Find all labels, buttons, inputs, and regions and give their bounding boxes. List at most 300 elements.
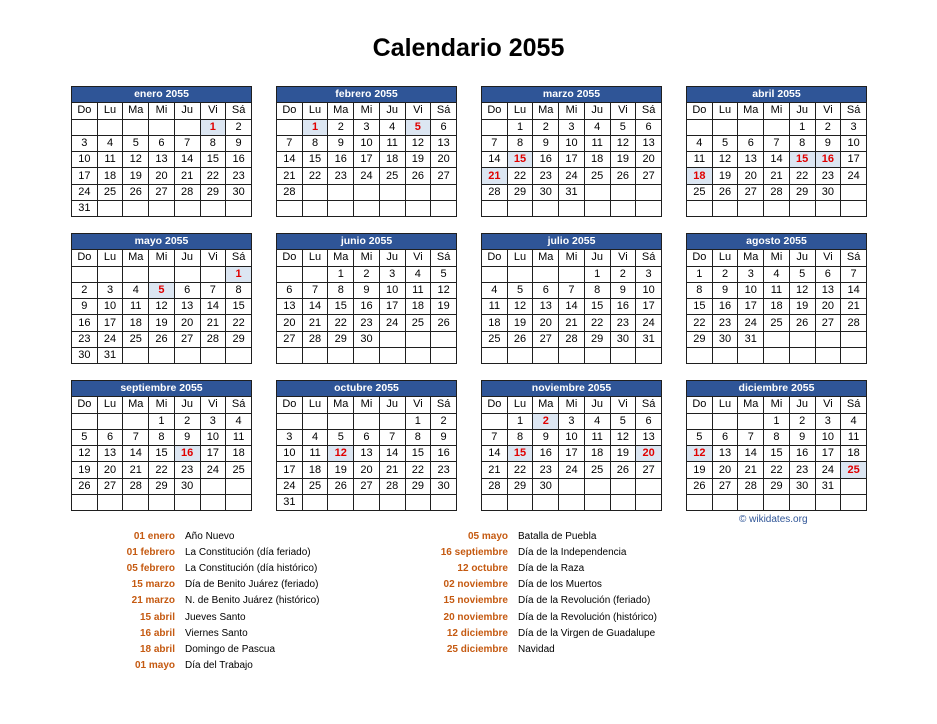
- day-cell: 7: [174, 135, 200, 151]
- holiday-name: Navidad: [518, 643, 555, 655]
- day-cell: [841, 184, 867, 200]
- day-cell: [533, 266, 559, 282]
- day-cell: 13: [533, 299, 559, 315]
- day-cell: [277, 266, 303, 282]
- holiday-date: 01 mayo: [134, 660, 175, 672]
- day-cell: [405, 348, 431, 364]
- weekday-header: Vi: [405, 397, 431, 413]
- holiday-row: [420, 577, 657, 593]
- day-cell: 6: [431, 119, 457, 135]
- day-cell: [764, 331, 790, 347]
- day-cell: [302, 413, 328, 429]
- day-cell: [200, 201, 226, 217]
- day-cell: [507, 348, 533, 364]
- day-cell: 22: [764, 462, 790, 478]
- day-cell: 10: [200, 429, 226, 445]
- day-cell: 8: [687, 282, 713, 298]
- weekday-header: Ju: [174, 397, 200, 413]
- day-cell: [610, 348, 636, 364]
- day-cell: [72, 413, 98, 429]
- week-row: [687, 119, 867, 135]
- day-cell: [482, 266, 508, 282]
- day-cell: 25: [379, 168, 405, 184]
- weekday-header: Ju: [379, 397, 405, 413]
- holiday-date: 25 diciembre: [446, 643, 508, 655]
- month-calendar: [71, 233, 252, 364]
- day-cell: [328, 495, 354, 511]
- day-cell: 9: [815, 135, 841, 151]
- day-cell: 31: [815, 478, 841, 494]
- day-cell: 21: [302, 315, 328, 331]
- day-cell: 22: [507, 168, 533, 184]
- day-cell: [354, 184, 380, 200]
- day-cell: 9: [354, 282, 380, 298]
- page-title: Calendario 2055: [372, 34, 565, 62]
- weekday-header: Ju: [584, 103, 610, 119]
- day-cell: 22: [789, 168, 815, 184]
- day-cell: 12: [712, 152, 738, 168]
- month-calendar: [686, 380, 867, 511]
- weekday-header: Vi: [200, 397, 226, 413]
- day-cell: 14: [123, 446, 149, 462]
- day-cell: 7: [482, 429, 508, 445]
- weekday-header: Vi: [405, 103, 431, 119]
- week-row: [687, 168, 867, 184]
- day-cell: 11: [302, 446, 328, 462]
- day-cell: [584, 495, 610, 511]
- day-cell: 1: [789, 119, 815, 135]
- day-cell: 26: [610, 168, 636, 184]
- day-cell: 30: [174, 478, 200, 494]
- day-cell: 8: [584, 282, 610, 298]
- day-cell: 21: [482, 168, 508, 184]
- day-cell: 19: [431, 299, 457, 315]
- day-cell: 21: [379, 462, 405, 478]
- day-cell: 1: [507, 413, 533, 429]
- day-cell: 10: [841, 135, 867, 151]
- weekday-header: Lu: [302, 103, 328, 119]
- day-cell: 12: [123, 152, 149, 168]
- weekday-header: Ma: [738, 103, 764, 119]
- day-cell: 25: [97, 184, 123, 200]
- holiday-date: 12 diciembre: [446, 627, 508, 639]
- day-cell: 1: [226, 266, 252, 282]
- day-cell: 26: [687, 478, 713, 494]
- holiday-name: Día de la Revolución (histórico): [518, 611, 657, 623]
- day-cell: [302, 495, 328, 511]
- day-cell: 6: [815, 266, 841, 282]
- holiday-name: Día de la Revolución (feriado): [518, 595, 651, 607]
- day-cell: 11: [405, 282, 431, 298]
- day-cell: 15: [687, 299, 713, 315]
- month-title: febrero 2055: [277, 87, 457, 103]
- weekday-header: Lu: [712, 103, 738, 119]
- weekday-header: Ju: [584, 397, 610, 413]
- day-cell: 4: [841, 413, 867, 429]
- day-cell: 13: [636, 135, 662, 151]
- day-cell: [687, 495, 713, 511]
- day-cell: [559, 478, 585, 494]
- day-cell: 10: [97, 299, 123, 315]
- day-cell: 30: [712, 331, 738, 347]
- month-calendar: [686, 86, 867, 217]
- day-cell: 27: [815, 315, 841, 331]
- day-cell: 24: [72, 184, 98, 200]
- week-row: [482, 315, 662, 331]
- day-cell: [200, 495, 226, 511]
- day-cell: 24: [636, 315, 662, 331]
- weekday-header: Ju: [379, 103, 405, 119]
- day-cell: 18: [584, 152, 610, 168]
- holiday-row: [85, 577, 320, 593]
- day-cell: [149, 201, 175, 217]
- day-cell: 10: [815, 429, 841, 445]
- day-cell: 5: [72, 429, 98, 445]
- day-cell: 25: [482, 331, 508, 347]
- day-cell: 15: [507, 152, 533, 168]
- holiday-name: Día de la Virgen de Guadalupe: [518, 627, 656, 639]
- day-cell: 11: [584, 135, 610, 151]
- day-cell: 13: [174, 299, 200, 315]
- day-cell: [354, 348, 380, 364]
- day-cell: 22: [584, 315, 610, 331]
- day-cell: 1: [302, 119, 328, 135]
- credit-link[interactable]: © wikidates.org: [739, 514, 808, 525]
- day-cell: 20: [431, 152, 457, 168]
- week-row: [72, 299, 252, 315]
- day-cell: 6: [636, 413, 662, 429]
- holiday-name: Batalla de Puebla: [518, 530, 597, 542]
- day-cell: 19: [149, 315, 175, 331]
- weekday-header: Lu: [97, 250, 123, 266]
- day-cell: 27: [712, 478, 738, 494]
- week-row: [277, 168, 457, 184]
- day-cell: 15: [328, 299, 354, 315]
- day-cell: 16: [789, 446, 815, 462]
- holiday-row: [420, 528, 657, 544]
- day-cell: 18: [226, 446, 252, 462]
- week-row: [687, 282, 867, 298]
- day-cell: 25: [123, 331, 149, 347]
- day-cell: 20: [815, 299, 841, 315]
- day-cell: 22: [200, 168, 226, 184]
- day-cell: 27: [97, 478, 123, 494]
- day-cell: 11: [379, 135, 405, 151]
- weekday-header: Ma: [738, 250, 764, 266]
- day-cell: 2: [72, 282, 98, 298]
- day-cell: 23: [431, 462, 457, 478]
- week-row: [482, 348, 662, 364]
- weekday-header: Mi: [764, 397, 790, 413]
- week-row: [277, 478, 457, 494]
- day-cell: 14: [379, 446, 405, 462]
- day-cell: 4: [379, 119, 405, 135]
- day-cell: 26: [72, 478, 98, 494]
- day-cell: 7: [123, 429, 149, 445]
- weekday-header: Lu: [712, 397, 738, 413]
- day-cell: 10: [738, 282, 764, 298]
- holiday-date: 01 enero: [133, 530, 175, 542]
- weekday-header: Do: [687, 103, 713, 119]
- day-cell: [559, 495, 585, 511]
- day-cell: [712, 413, 738, 429]
- day-cell: [354, 201, 380, 217]
- holiday-row: [420, 609, 657, 625]
- day-cell: [712, 348, 738, 364]
- day-cell: 28: [174, 184, 200, 200]
- weekday-header: Mi: [354, 103, 380, 119]
- weekday-header: Ju: [789, 397, 815, 413]
- weekday-header: Lu: [712, 250, 738, 266]
- day-cell: 24: [841, 168, 867, 184]
- day-cell: 24: [200, 462, 226, 478]
- week-row: [687, 331, 867, 347]
- day-cell: 3: [277, 429, 303, 445]
- day-cell: 23: [354, 315, 380, 331]
- day-cell: [610, 495, 636, 511]
- day-cell: [72, 119, 98, 135]
- week-row: [482, 135, 662, 151]
- week-row: [72, 282, 252, 298]
- day-cell: 8: [405, 429, 431, 445]
- day-cell: [482, 413, 508, 429]
- day-cell: 20: [738, 168, 764, 184]
- day-cell: 19: [405, 152, 431, 168]
- weekday-header: Ma: [328, 103, 354, 119]
- day-cell: 5: [328, 429, 354, 445]
- holiday-row: [85, 560, 320, 576]
- day-cell: [533, 348, 559, 364]
- day-cell: 6: [354, 429, 380, 445]
- day-cell: 29: [687, 331, 713, 347]
- weekday-header: Sá: [226, 397, 252, 413]
- day-cell: 11: [226, 429, 252, 445]
- week-row: [482, 184, 662, 200]
- day-cell: 26: [789, 315, 815, 331]
- day-cell: 14: [174, 152, 200, 168]
- day-cell: 28: [200, 331, 226, 347]
- day-cell: 6: [533, 282, 559, 298]
- day-cell: 19: [712, 168, 738, 184]
- day-cell: [379, 331, 405, 347]
- day-cell: 3: [200, 413, 226, 429]
- day-cell: 14: [841, 282, 867, 298]
- day-cell: 8: [789, 135, 815, 151]
- day-cell: [482, 201, 508, 217]
- day-cell: 17: [354, 152, 380, 168]
- day-cell: 13: [97, 446, 123, 462]
- weekday-header: Mi: [559, 250, 585, 266]
- week-row: [482, 429, 662, 445]
- day-cell: 27: [636, 462, 662, 478]
- holiday-row: [85, 593, 320, 609]
- weekday-header: Lu: [97, 397, 123, 413]
- weekday-header: Sá: [841, 250, 867, 266]
- day-cell: [764, 201, 790, 217]
- day-cell: 2: [354, 266, 380, 282]
- month-title: junio 2055: [277, 234, 457, 250]
- day-cell: 20: [277, 315, 303, 331]
- day-cell: 19: [789, 299, 815, 315]
- day-cell: [277, 348, 303, 364]
- day-cell: 23: [533, 462, 559, 478]
- day-cell: 9: [610, 282, 636, 298]
- day-cell: 9: [328, 135, 354, 151]
- day-cell: [405, 201, 431, 217]
- day-cell: 18: [764, 299, 790, 315]
- day-cell: 15: [764, 446, 790, 462]
- day-cell: 18: [97, 168, 123, 184]
- month-title: noviembre 2055: [482, 381, 662, 397]
- day-cell: 6: [149, 135, 175, 151]
- day-cell: 29: [328, 331, 354, 347]
- week-row: [482, 478, 662, 494]
- day-cell: 29: [789, 184, 815, 200]
- day-cell: 29: [507, 478, 533, 494]
- day-cell: 30: [431, 478, 457, 494]
- day-cell: 17: [738, 299, 764, 315]
- day-cell: 19: [72, 462, 98, 478]
- day-cell: 1: [507, 119, 533, 135]
- weekday-header: Ju: [379, 250, 405, 266]
- weekday-header: Sá: [226, 250, 252, 266]
- holiday-date: 15 marzo: [131, 579, 175, 591]
- month-title: abril 2055: [687, 87, 867, 103]
- month-title: octubre 2055: [277, 381, 457, 397]
- day-cell: [738, 495, 764, 511]
- day-cell: 2: [789, 413, 815, 429]
- day-cell: 23: [226, 168, 252, 184]
- holiday-row: [420, 625, 657, 641]
- day-cell: 16: [226, 152, 252, 168]
- day-cell: 10: [636, 282, 662, 298]
- day-cell: 5: [405, 119, 431, 135]
- day-cell: 18: [687, 168, 713, 184]
- day-cell: 30: [354, 331, 380, 347]
- day-cell: [687, 201, 713, 217]
- day-cell: 21: [200, 315, 226, 331]
- weekday-header: Ju: [174, 250, 200, 266]
- week-row: [482, 282, 662, 298]
- day-cell: [97, 266, 123, 282]
- day-cell: [200, 348, 226, 364]
- day-cell: 2: [533, 413, 559, 429]
- month-title: julio 2055: [482, 234, 662, 250]
- day-cell: 28: [559, 331, 585, 347]
- day-cell: 23: [533, 168, 559, 184]
- day-cell: [354, 495, 380, 511]
- holiday-date: 21 marzo: [131, 595, 175, 607]
- day-cell: 19: [328, 462, 354, 478]
- weekday-header: Mi: [764, 103, 790, 119]
- week-row: [482, 119, 662, 135]
- week-row: [277, 266, 457, 282]
- weekday-header: Ma: [123, 103, 149, 119]
- day-cell: [841, 201, 867, 217]
- day-cell: [328, 184, 354, 200]
- day-cell: [97, 119, 123, 135]
- week-row: [277, 201, 457, 217]
- weekday-header: Vi: [200, 103, 226, 119]
- day-cell: [174, 348, 200, 364]
- month-calendar: [481, 86, 662, 217]
- day-cell: [379, 413, 405, 429]
- day-cell: 11: [764, 282, 790, 298]
- day-cell: [354, 413, 380, 429]
- week-row: [277, 413, 457, 429]
- day-cell: 24: [738, 315, 764, 331]
- day-cell: 15: [226, 299, 252, 315]
- day-cell: 4: [764, 266, 790, 282]
- day-cell: [149, 266, 175, 282]
- holiday-date: 02 noviembre: [443, 579, 508, 591]
- holiday-name: Día del Trabajo: [185, 660, 253, 672]
- week-row: [687, 266, 867, 282]
- day-cell: [789, 495, 815, 511]
- day-cell: 30: [610, 331, 636, 347]
- day-cell: 29: [149, 478, 175, 494]
- week-row: [687, 184, 867, 200]
- week-row: [277, 348, 457, 364]
- week-row: [482, 152, 662, 168]
- day-cell: 12: [72, 446, 98, 462]
- weekday-header: Vi: [815, 397, 841, 413]
- day-cell: 12: [610, 135, 636, 151]
- day-cell: 16: [354, 299, 380, 315]
- day-cell: 15: [405, 446, 431, 462]
- month-calendar: [71, 86, 252, 217]
- day-cell: 28: [379, 478, 405, 494]
- day-cell: 23: [328, 168, 354, 184]
- day-cell: 16: [815, 152, 841, 168]
- weekday-header: Sá: [431, 397, 457, 413]
- day-cell: 21: [174, 168, 200, 184]
- day-cell: 3: [97, 282, 123, 298]
- day-cell: 27: [277, 331, 303, 347]
- day-cell: 27: [738, 184, 764, 200]
- day-cell: [226, 478, 252, 494]
- weekday-header: Sá: [636, 250, 662, 266]
- day-cell: [738, 119, 764, 135]
- day-cell: 30: [815, 184, 841, 200]
- day-cell: 5: [687, 429, 713, 445]
- day-cell: [277, 201, 303, 217]
- week-row: [72, 135, 252, 151]
- day-cell: 18: [123, 315, 149, 331]
- day-cell: 8: [226, 282, 252, 298]
- weekday-header: Ma: [533, 103, 559, 119]
- week-row: [72, 429, 252, 445]
- day-cell: 4: [123, 282, 149, 298]
- day-cell: 8: [149, 429, 175, 445]
- day-cell: 21: [482, 462, 508, 478]
- weekday-header: Sá: [431, 250, 457, 266]
- day-cell: 10: [379, 282, 405, 298]
- holiday-date: 16 septiembre: [440, 546, 508, 558]
- day-cell: 5: [507, 282, 533, 298]
- weekday-header: Lu: [302, 250, 328, 266]
- day-cell: 28: [123, 478, 149, 494]
- week-row: [687, 413, 867, 429]
- day-cell: 25: [226, 462, 252, 478]
- day-cell: 6: [174, 282, 200, 298]
- week-row: [72, 478, 252, 494]
- day-cell: 2: [174, 413, 200, 429]
- weekday-header: Do: [482, 103, 508, 119]
- day-cell: 17: [200, 446, 226, 462]
- day-cell: 11: [687, 152, 713, 168]
- weekday-header: Do: [277, 397, 303, 413]
